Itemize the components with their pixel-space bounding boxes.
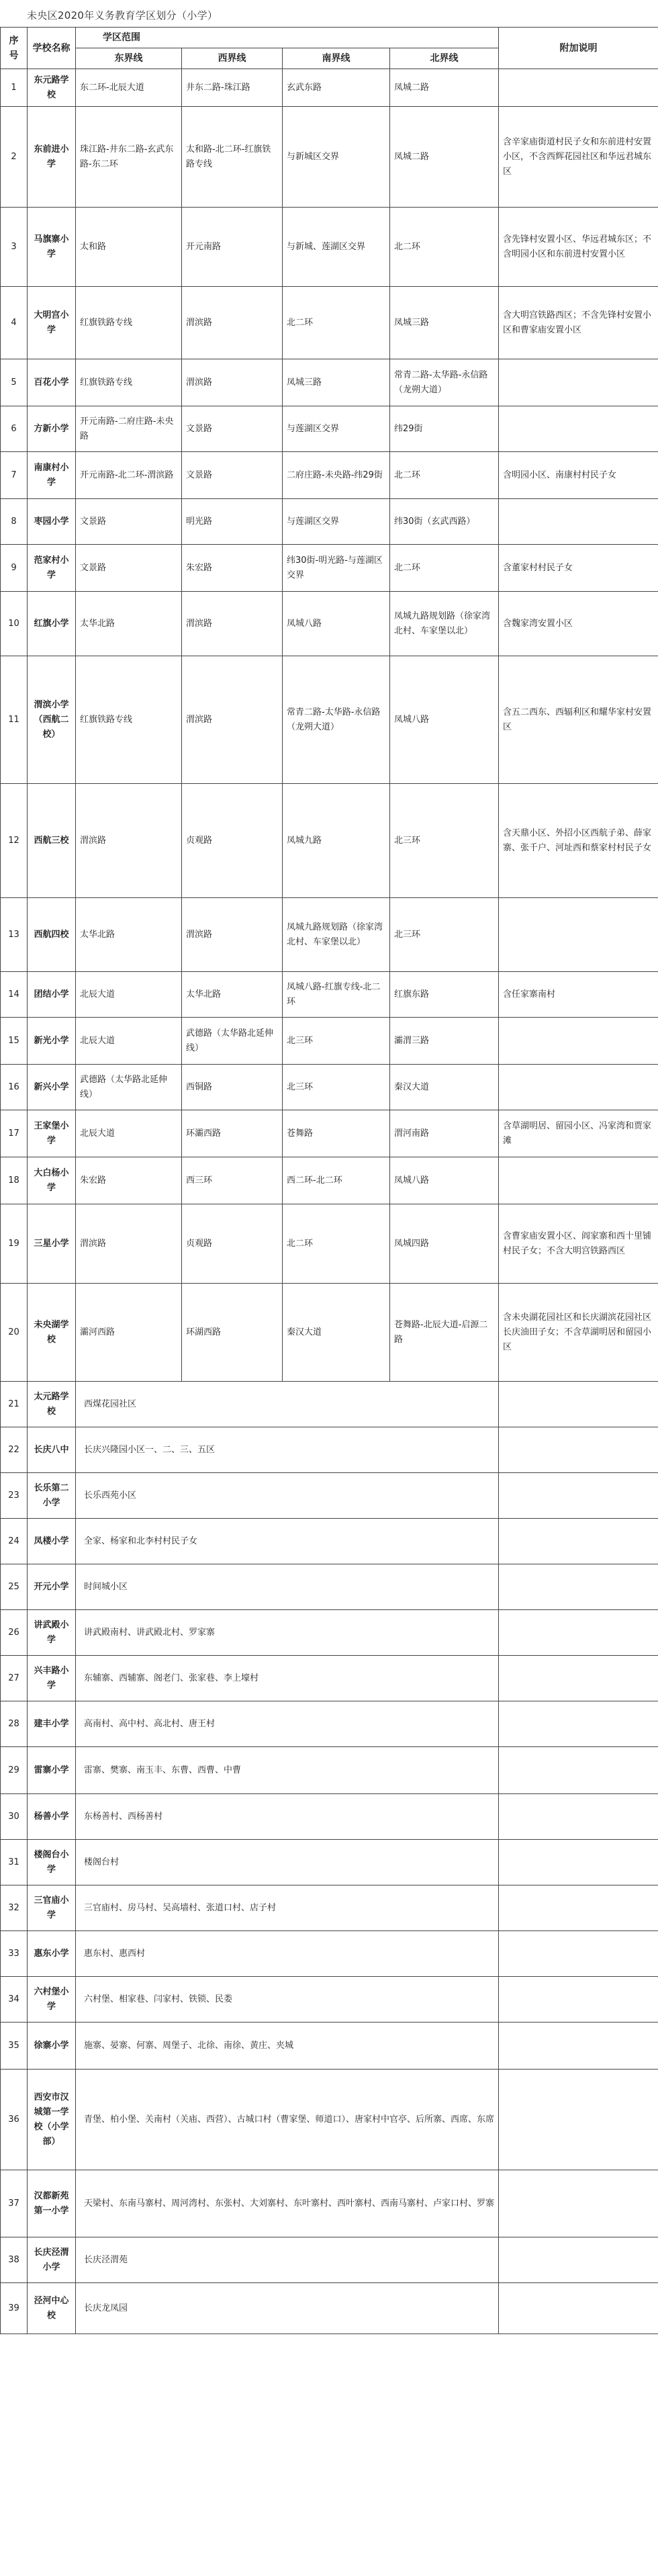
row-index: 8 <box>1 499 28 545</box>
table-row <box>1 1977 658 2023</box>
note: 含任家寨南村 <box>499 972 658 1018</box>
north-boundary: 凤城八路 <box>390 1157 499 1204</box>
table-row <box>1 1701 658 1747</box>
school-name: 杨善小学 <box>28 1794 76 1840</box>
row-index: 33 <box>1 1931 28 1977</box>
table-row <box>1 1931 658 1977</box>
table-row <box>1 2237 658 2283</box>
south-boundary: 苍舞路 <box>283 1110 390 1157</box>
west-boundary: 渭滨路 <box>182 592 283 656</box>
table-row <box>1 2283 658 2334</box>
north-boundary: 凤城二路 <box>390 69 499 107</box>
school-name: 六村堡小学 <box>28 1977 76 2023</box>
south-boundary: 纬30街-明光路-与莲湖区交界 <box>283 545 390 592</box>
school-name: 泾河中心校 <box>28 2283 76 2334</box>
south-boundary: 北三环 <box>283 1065 390 1110</box>
table-row <box>1 1157 658 1204</box>
row-index: 2 <box>1 107 28 208</box>
row-index: 7 <box>1 452 28 499</box>
school-name: 团结小学 <box>28 972 76 1018</box>
district-area: 长庆兴隆园小区一、二、三、五区 <box>76 1427 499 1473</box>
school-name: 凤楼小学 <box>28 1519 76 1564</box>
row-index: 25 <box>1 1564 28 1610</box>
south-boundary: 凤城九路 <box>283 784 390 898</box>
west-boundary: 西铜路 <box>182 1065 283 1110</box>
table-row <box>1 972 658 1018</box>
school-name: 太元路学校 <box>28 1382 76 1427</box>
table-row <box>1 2023 658 2070</box>
header-west: 西界线 <box>182 48 283 69</box>
south-boundary: 与莲湖区交界 <box>283 499 390 545</box>
row-index: 39 <box>1 2283 28 2334</box>
south-boundary: 秦汉大道 <box>283 1284 390 1382</box>
row-index: 3 <box>1 208 28 287</box>
east-boundary: 北辰大道 <box>76 972 182 1018</box>
table-row <box>1 1284 658 1382</box>
row-index: 5 <box>1 359 28 406</box>
north-boundary: 凤城九路规划路（徐家湾北村、车家堡以北） <box>390 592 499 656</box>
row-index: 35 <box>1 2023 28 2070</box>
table-row <box>1 69 658 107</box>
row-index: 21 <box>1 1382 28 1427</box>
school-name: 开元小学 <box>28 1564 76 1610</box>
school-name: 楼阁台小学 <box>28 1840 76 1885</box>
note <box>499 1519 658 1564</box>
header-east: 东界线 <box>76 48 182 69</box>
table-row <box>1 2070 658 2170</box>
west-boundary: 文景路 <box>182 406 283 452</box>
note <box>499 1931 658 1977</box>
district-table <box>0 27 658 2334</box>
row-index: 23 <box>1 1473 28 1519</box>
table-row <box>1 1656 658 1701</box>
note <box>499 1747 658 1794</box>
east-boundary: 东二环-北辰大道 <box>76 69 182 107</box>
school-name: 长乐第二小学 <box>28 1473 76 1519</box>
note <box>499 69 658 107</box>
note <box>499 2070 658 2170</box>
west-boundary: 太和路-北二环-红旗铁路专线 <box>182 107 283 208</box>
school-name: 东元路学校 <box>28 69 76 107</box>
school-name: 三官庙小学 <box>28 1885 76 1931</box>
note: 含天鼎小区、外招小区西航子弟、薛家寨、张千户、河址西和蔡家村村民子女 <box>499 784 658 898</box>
district-area: 楼阁台村 <box>76 1840 499 1885</box>
note <box>499 1382 658 1427</box>
header-school: 学校名称 <box>28 28 76 69</box>
west-boundary: 渭滨路 <box>182 898 283 972</box>
note: 含辛家庙街道村民子女和东前进村安置小区，不含西辉花园社区和华远君城东区 <box>499 107 658 208</box>
district-area: 六村堡、相家巷、闫家村、铁锁、民娄 <box>76 1977 499 2023</box>
document-title: 未央区2020年义务教育学区划分（小学） <box>27 9 218 21</box>
north-boundary: 凤城三路 <box>390 287 499 359</box>
school-name: 渭滨小学（西航二校） <box>28 656 76 784</box>
note <box>499 1427 658 1473</box>
school-name: 西航四校 <box>28 898 76 972</box>
row-index: 6 <box>1 406 28 452</box>
row-index: 37 <box>1 2170 28 2237</box>
north-boundary: 北三环 <box>390 784 499 898</box>
table-row <box>1 1564 658 1610</box>
west-boundary: 文景路 <box>182 452 283 499</box>
east-boundary: 武德路（太华路北延伸线） <box>76 1065 182 1110</box>
east-boundary: 红旗铁路专线 <box>76 359 182 406</box>
school-name: 马旗寨小学 <box>28 208 76 287</box>
row-index: 1 <box>1 69 28 107</box>
school-name: 百花小学 <box>28 359 76 406</box>
row-index: 26 <box>1 1610 28 1656</box>
note <box>499 2170 658 2237</box>
school-name: 惠东小学 <box>28 1931 76 1977</box>
west-boundary: 渭滨路 <box>182 656 283 784</box>
school-name: 徐寨小学 <box>28 2023 76 2070</box>
west-boundary: 井东二路-珠江路 <box>182 69 283 107</box>
school-name: 大白杨小学 <box>28 1157 76 1204</box>
school-name: 南康村小学 <box>28 452 76 499</box>
table-row <box>1 592 658 656</box>
district-area: 全家、杨家和北李村村民子女 <box>76 1519 499 1564</box>
east-boundary: 朱宏路 <box>76 1157 182 1204</box>
west-boundary: 贞观路 <box>182 784 283 898</box>
table-row <box>1 452 658 499</box>
table-row <box>1 1473 658 1519</box>
district-area: 时间城小区 <box>76 1564 499 1610</box>
east-boundary: 文景路 <box>76 545 182 592</box>
south-boundary: 凤城九路规划路（徐家湾北村、车家堡以北） <box>283 898 390 972</box>
table-row <box>1 1885 658 1931</box>
south-boundary: 北二环 <box>283 287 390 359</box>
note <box>499 1610 658 1656</box>
row-index: 29 <box>1 1747 28 1794</box>
note <box>499 2283 658 2334</box>
district-area: 三官庙村、房马村、吴高墙村、张道口村、店子村 <box>76 1885 499 1931</box>
note <box>499 1701 658 1747</box>
east-boundary: 开元南路-北二环-渭滨路 <box>76 452 182 499</box>
north-boundary: 北三环 <box>390 898 499 972</box>
note: 含大明宫铁路西区；不含先锋村安置小区和曹家庙安置小区 <box>499 287 658 359</box>
south-boundary: 北三环 <box>283 1018 390 1065</box>
school-name: 新光小学 <box>28 1018 76 1065</box>
school-name: 新兴小学 <box>28 1065 76 1110</box>
note: 含明园小区、南康村村民子女 <box>499 452 658 499</box>
table-row <box>1 1840 658 1885</box>
note <box>499 359 658 406</box>
school-name: 大明宫小学 <box>28 287 76 359</box>
district-area: 天梁村、东南马寨村、周河湾村、东张村、大刘寨村、东叶寨村、西叶寨村、西南马寨村、卢家口村、罗寨 <box>76 2170 499 2237</box>
header-index: 序号 <box>1 28 28 69</box>
north-boundary: 渭河南路 <box>390 1110 499 1157</box>
south-boundary: 与新城区交界 <box>283 107 390 208</box>
school-name: 西安市汉城第一学校（小学部） <box>28 2070 76 2170</box>
district-area: 讲武殿南村、讲武殿北村、罗家寨 <box>76 1610 499 1656</box>
west-boundary: 武德路（太华路北延伸线） <box>182 1018 283 1065</box>
north-boundary: 北二环 <box>390 208 499 287</box>
header-note: 附加说明 <box>499 28 658 69</box>
south-boundary: 二府庄路-未央路-纬29街 <box>283 452 390 499</box>
north-boundary: 常青二路-太华路-永信路（龙朔大道） <box>390 359 499 406</box>
north-boundary: 纬30街（玄武西路） <box>390 499 499 545</box>
note <box>499 2023 658 2070</box>
north-boundary: 红旗东路 <box>390 972 499 1018</box>
west-boundary: 开元南路 <box>182 208 283 287</box>
table-row <box>1 406 658 452</box>
district-area: 长乐西苑小区 <box>76 1473 499 1519</box>
note: 含五二西东、西辐利区和耀华家村安置区 <box>499 656 658 784</box>
school-name: 兴丰路小学 <box>28 1656 76 1701</box>
school-name: 雷寨小学 <box>28 1747 76 1794</box>
east-boundary: 太和路 <box>76 208 182 287</box>
west-boundary: 环灞西路 <box>182 1110 283 1157</box>
district-area: 高南村、高中村、高北村、唐王村 <box>76 1701 499 1747</box>
row-index: 28 <box>1 1701 28 1747</box>
district-area: 长庆泾渭苑 <box>76 2237 499 2283</box>
south-boundary: 玄武东路 <box>283 69 390 107</box>
west-boundary: 渭滨路 <box>182 359 283 406</box>
table-row <box>1 1519 658 1564</box>
west-boundary: 贞观路 <box>182 1204 283 1284</box>
north-boundary: 苍舞路-北辰大道-启源二路 <box>390 1284 499 1382</box>
note: 含董家村村民子女 <box>499 545 658 592</box>
west-boundary: 环湖西路 <box>182 1284 283 1382</box>
east-boundary: 开元南路-二府庄路-未央路 <box>76 406 182 452</box>
south-boundary: 常青二路-太华路-永信路（龙朔大道） <box>283 656 390 784</box>
row-index: 10 <box>1 592 28 656</box>
header-north: 北界线 <box>390 48 499 69</box>
school-name: 东前进小学 <box>28 107 76 208</box>
note <box>499 1656 658 1701</box>
school-name: 汉都新苑第一小学 <box>28 2170 76 2237</box>
row-index: 16 <box>1 1065 28 1110</box>
row-index: 24 <box>1 1519 28 1564</box>
east-boundary: 文景路 <box>76 499 182 545</box>
district-area: 施寨、晏寨、何寨、周堡子、北徐、南徐、黄庄、夹城 <box>76 2023 499 2070</box>
table-row <box>1 1427 658 1473</box>
table-row <box>1 1110 658 1157</box>
note <box>499 1885 658 1931</box>
west-boundary: 西三环 <box>182 1157 283 1204</box>
table-row <box>1 1018 658 1065</box>
table-row <box>1 1794 658 1840</box>
note <box>499 1564 658 1610</box>
table-body <box>1 69 658 2334</box>
note <box>499 1840 658 1885</box>
north-boundary: 秦汉大道 <box>390 1065 499 1110</box>
west-boundary: 太华北路 <box>182 972 283 1018</box>
row-index: 19 <box>1 1204 28 1284</box>
district-area: 东杨善村、西杨善村 <box>76 1794 499 1840</box>
east-boundary: 北辰大道 <box>76 1018 182 1065</box>
row-index: 36 <box>1 2070 28 2170</box>
table-row <box>1 287 658 359</box>
north-boundary: 北二环 <box>390 545 499 592</box>
school-name: 王家堡小学 <box>28 1110 76 1157</box>
header-range: 学区范围 <box>76 28 499 48</box>
west-boundary: 朱宏路 <box>182 545 283 592</box>
row-index: 13 <box>1 898 28 972</box>
north-boundary: 北二环 <box>390 452 499 499</box>
row-index: 20 <box>1 1284 28 1382</box>
school-name: 三星小学 <box>28 1204 76 1284</box>
school-name: 未央湖学校 <box>28 1284 76 1382</box>
row-index: 15 <box>1 1018 28 1065</box>
district-area: 青堡、柏小堡、关南村（关庙、西营）、古城口村（曹家堡、师道口）、唐家村中官亭、后所寨、西席、东席 <box>76 2070 499 2170</box>
table-row <box>1 1382 658 1427</box>
school-name: 建丰小学 <box>28 1701 76 1747</box>
note <box>499 499 658 545</box>
east-boundary: 北辰大道 <box>76 1110 182 1157</box>
note: 含草湖明居、留园小区、冯家湾和贾家滩 <box>499 1110 658 1157</box>
south-boundary: 凤城三路 <box>283 359 390 406</box>
note: 含未央湖花园社区和长庆湖滨花园社区长庆油田子女；不含草湖明居和留园小区 <box>499 1284 658 1382</box>
note <box>499 1977 658 2023</box>
note <box>499 1065 658 1110</box>
row-index: 4 <box>1 287 28 359</box>
note <box>499 898 658 972</box>
west-boundary: 明光路 <box>182 499 283 545</box>
north-boundary: 纬29街 <box>390 406 499 452</box>
table-row <box>1 784 658 898</box>
row-index: 18 <box>1 1157 28 1204</box>
table-row <box>1 1065 658 1110</box>
table-row <box>1 656 658 784</box>
south-boundary: 与莲湖区交界 <box>283 406 390 452</box>
east-boundary: 渭滨路 <box>76 784 182 898</box>
note <box>499 1794 658 1840</box>
school-name: 枣园小学 <box>28 499 76 545</box>
row-index: 34 <box>1 1977 28 2023</box>
note <box>499 2237 658 2283</box>
school-name: 西航三校 <box>28 784 76 898</box>
district-area: 雷寨、樊寨、南玉丰、东曹、西曹、中曹 <box>76 1747 499 1794</box>
north-boundary: 灞渭三路 <box>390 1018 499 1065</box>
east-boundary: 红旗铁路专线 <box>76 287 182 359</box>
note: 含先锋村安置小区、华远君城东区；不含明园小区和东前进村安置小区 <box>499 208 658 287</box>
east-boundary: 红旗铁路专线 <box>76 656 182 784</box>
table-row <box>1 1204 658 1284</box>
table-row <box>1 1747 658 1794</box>
row-index: 27 <box>1 1656 28 1701</box>
note <box>499 1157 658 1204</box>
table-row <box>1 898 658 972</box>
row-index: 31 <box>1 1840 28 1885</box>
district-area: 惠东村、惠西村 <box>76 1931 499 1977</box>
school-name: 范家村小学 <box>28 545 76 592</box>
school-name: 红旗小学 <box>28 592 76 656</box>
note <box>499 1473 658 1519</box>
school-name: 方新小学 <box>28 406 76 452</box>
row-index: 9 <box>1 545 28 592</box>
south-boundary: 与新城、莲湖区交界 <box>283 208 390 287</box>
district-area: 西煤花园社区 <box>76 1382 499 1427</box>
note <box>499 1018 658 1065</box>
table-row <box>1 359 658 406</box>
north-boundary: 凤城八路 <box>390 656 499 784</box>
table-row <box>1 1610 658 1656</box>
table-row <box>1 545 658 592</box>
row-index: 22 <box>1 1427 28 1473</box>
row-index: 17 <box>1 1110 28 1157</box>
school-name: 长庆八中 <box>28 1427 76 1473</box>
school-name: 长庆泾渭小学 <box>28 2237 76 2283</box>
row-index: 32 <box>1 1885 28 1931</box>
header-south: 南界线 <box>283 48 390 69</box>
table-row <box>1 208 658 287</box>
south-boundary: 北二环 <box>283 1204 390 1284</box>
row-index: 38 <box>1 2237 28 2283</box>
table-row <box>1 499 658 545</box>
east-boundary: 珠江路-井东二路-玄武东路-东二环 <box>76 107 182 208</box>
east-boundary: 渭滨路 <box>76 1204 182 1284</box>
south-boundary: 凤城八路 <box>283 592 390 656</box>
north-boundary: 凤城二路 <box>390 107 499 208</box>
north-boundary: 凤城四路 <box>390 1204 499 1284</box>
south-boundary: 西二环-北二环 <box>283 1157 390 1204</box>
school-name: 讲武殿小学 <box>28 1610 76 1656</box>
south-boundary: 凤城八路-红旗专线-北二环 <box>283 972 390 1018</box>
west-boundary: 渭滨路 <box>182 287 283 359</box>
row-index: 11 <box>1 656 28 784</box>
east-boundary: 灞河西路 <box>76 1284 182 1382</box>
table-row <box>1 2170 658 2237</box>
east-boundary: 太华北路 <box>76 592 182 656</box>
note: 含曹家庙安置小区、阎家寨和西十里铺村民子女；不含大明宫铁路西区 <box>499 1204 658 1284</box>
row-index: 12 <box>1 784 28 898</box>
table-row <box>1 107 658 208</box>
row-index: 30 <box>1 1794 28 1840</box>
note <box>499 406 658 452</box>
east-boundary: 太华北路 <box>76 898 182 972</box>
row-index: 14 <box>1 972 28 1018</box>
district-area: 长庆龙凤园 <box>76 2283 499 2334</box>
note: 含魏家湾安置小区 <box>499 592 658 656</box>
district-area: 东辅寨、西辅寨、阁老门、张家巷、李上壕村 <box>76 1656 499 1701</box>
